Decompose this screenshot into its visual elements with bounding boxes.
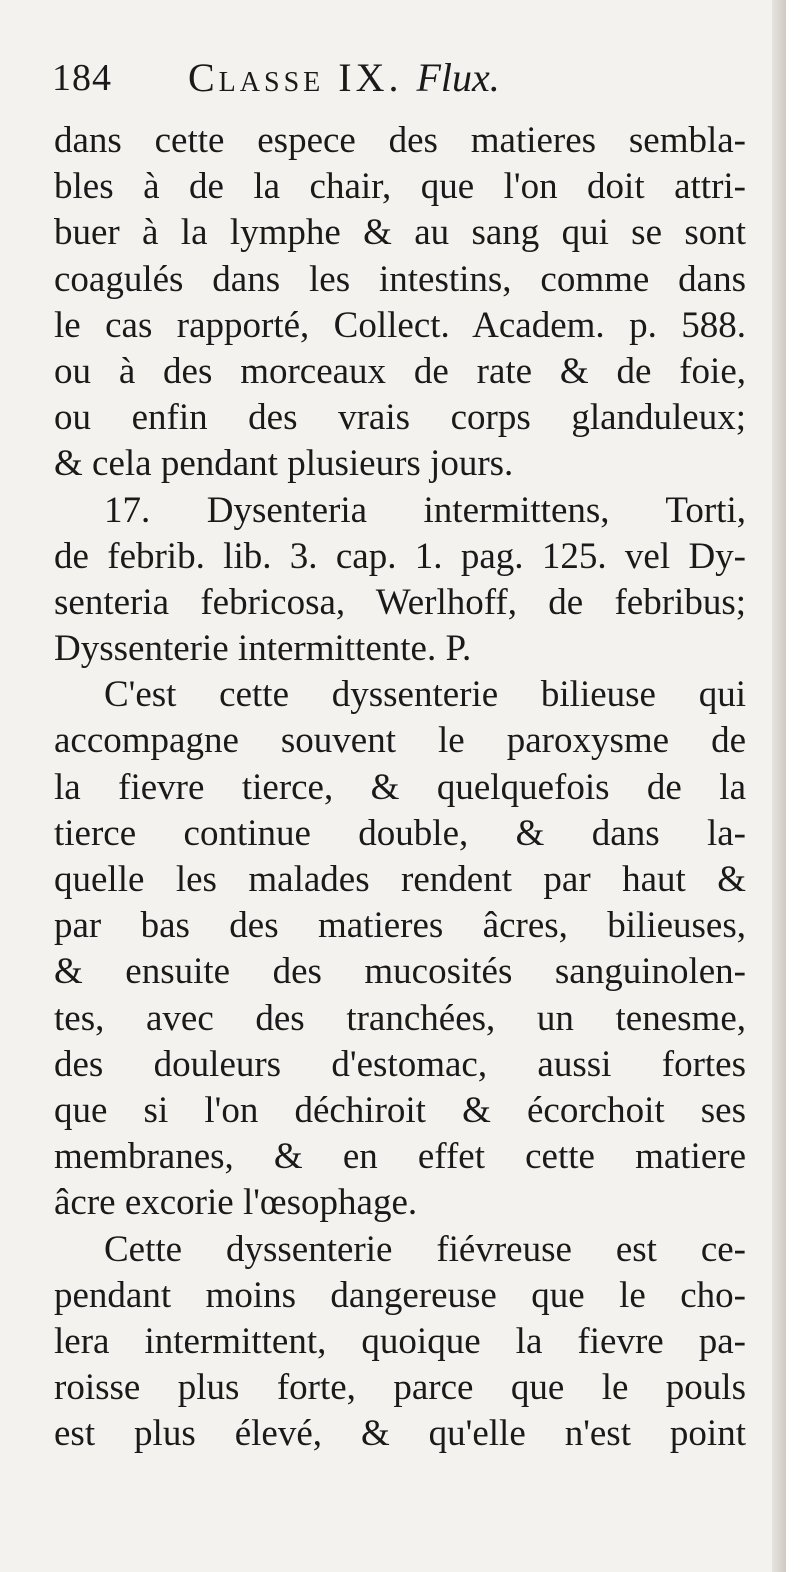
text-line: des douleurs d'estomac, aussi fortes: [54, 1043, 746, 1085]
text-line: âcre excorie l'œsophage.: [54, 1182, 418, 1224]
text-line: & cela pendant plusieurs jours.: [54, 443, 514, 485]
text-line: la fievre tierce, & quelquefois de la: [54, 766, 746, 808]
text-line: roisse plus forte, parce que le pouls: [54, 1367, 746, 1409]
page-edge: [772, 0, 786, 1572]
text-line: ou enfin des vrais corps glanduleux;: [54, 397, 746, 439]
running-head: [188, 54, 500, 101]
running-head-title: Flux.: [416, 55, 500, 100]
text-line: bles à de la chair, que l'on doit attri-: [54, 166, 746, 208]
text-line: C'est cette dyssenterie bilieuse qui: [104, 674, 746, 716]
text-line: ou à des morceaux de rate & de foie,: [54, 350, 746, 392]
text-line: coagulés dans les intestins, comme dans: [54, 258, 746, 300]
text-line: est plus élevé, & qu'elle n'est point: [54, 1413, 746, 1455]
text-line: par bas des matieres âcres, bilieuses,: [54, 905, 746, 947]
text-line: Cette dyssenterie fiévreuse est ce-: [104, 1228, 746, 1270]
text-line: de febrib. lib. 3. cap. 1. pag. 125. vel Dy-: [54, 535, 746, 577]
text-line: buer à la lymphe & au sang qui se sont: [54, 212, 746, 254]
text-line: tes, avec des tranchées, un tenesme,: [54, 997, 746, 1039]
text-line: membranes, & en effet cette matiere: [54, 1136, 746, 1178]
text-line: lera intermittent, quoique la fievre pa-: [54, 1320, 746, 1362]
running-head-class: Classe IX.: [188, 55, 403, 100]
page-number: 184: [52, 57, 112, 99]
text-line: dans cette espece des matieres sembla-: [54, 120, 746, 161]
text-line: quelle les malades rendent par haut &: [54, 859, 746, 900]
body-text: [54, 118, 746, 1457]
text-line: & ensuite des mucosités sanguinolen-: [54, 951, 746, 993]
text-line: Dyssenterie intermittente. P.: [54, 628, 472, 670]
text-line: pendant moins dangereuse que le cho-: [54, 1274, 746, 1316]
text-line: le cas rapporté, Collect. Academ. p. 588.: [54, 304, 746, 346]
text-line: 17. Dysenteria intermittens, Torti,: [104, 489, 746, 531]
text-line: senteria febricosa, Werlhoff, de febribus;: [54, 581, 746, 623]
text-line: que si l'on déchiroit & écorchoit ses: [54, 1089, 746, 1131]
text-line: tierce continue double, & dans la-: [54, 812, 746, 854]
page-header: [52, 52, 742, 112]
text-line: accompagne souvent le paroxysme de: [54, 720, 746, 762]
